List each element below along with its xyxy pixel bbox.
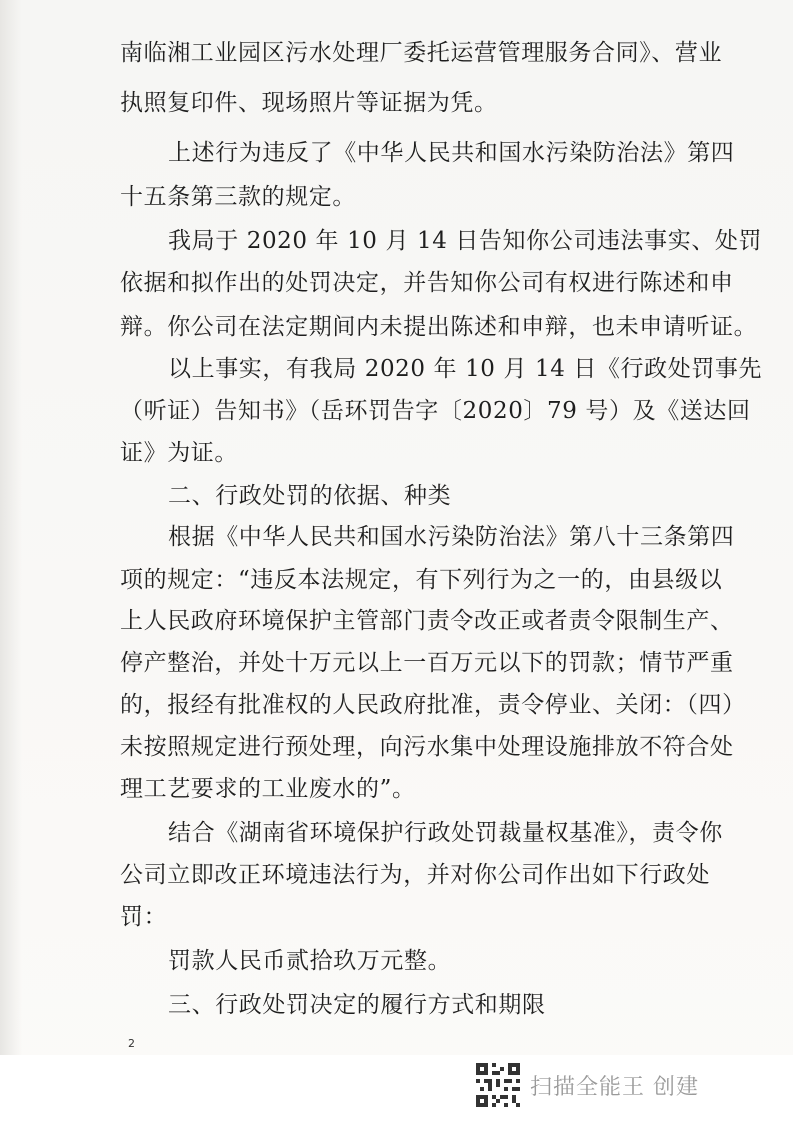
watermark-text: 扫描全能王 创建 (530, 1074, 699, 1100)
section-heading: 二、行政处罚的依据、种类 (168, 483, 452, 509)
text-line: 十五条第三款的规定。 (120, 184, 356, 210)
text-line: 依据和拟作出的处罚决定，并告知你公司有权进行陈述和申 (120, 270, 734, 296)
text-line: 上人民政府环境保护主管部门责令改正或者责令限制生产、 (120, 608, 734, 634)
text-line: 罚： (120, 904, 168, 930)
text-line: （听证）告知书》（岳环罚告字〔2020〕79 号）及《送达回 (120, 398, 751, 424)
text-line: 我局于 2020 年 10 月 14 日告知你公司违法事实、处罚 (168, 228, 763, 254)
text-line: 上述行为违反了《中华人民共和国水污染防治法》第四 (168, 140, 735, 166)
fine-amount-line: 罚款人民币贰拾玖万元整。 (168, 948, 452, 974)
qr-code-icon (476, 1063, 520, 1107)
section-heading: 三、行政处罚决定的履行方式和期限 (168, 992, 546, 1018)
text-line: 证》为证。 (120, 440, 238, 466)
text-line: 根据《中华人民共和国水污染防治法》第八十三条第四 (168, 524, 735, 550)
text-line: 的，报经有批准权的人民政府批准，责令停业、关闭：（四） (120, 692, 746, 718)
text-line: 公司立即改正环境违法行为，并对你公司作出如下行政处 (120, 862, 710, 888)
text-line: 停产整治，并处十万元以上一百万元以下的罚款；情节严重 (120, 650, 734, 676)
text-line: 结合《湖南省环境保护行政处罚裁量权基准》，责令你 (168, 820, 723, 846)
text-line: 南临湘工业园区污水处理厂委托运营管理服务合同》、营业 (120, 40, 723, 66)
text-line: 理工艺要求的工业废水的”。 (120, 776, 416, 802)
page-number: 2 (128, 1037, 135, 1050)
text-line: 执照复印件、现场照片等证据为凭。 (120, 90, 498, 116)
scanner-watermark (476, 1063, 699, 1107)
text-line: 未按照规定进行预处理，向污水集中处理设施排放不符合处 (120, 734, 734, 760)
scan-edge-shadow (0, 0, 22, 1060)
text-line: 辩。你公司在法定期间内未提出陈述和申辩，也未申请听证。 (120, 314, 758, 340)
text-line: 项的规定：“违反本法规定，有下列行为之一的，由县级以 (120, 567, 723, 593)
text-line: 以上事实，有我局 2020 年 10 月 14 日《行政处罚事先 (168, 356, 763, 382)
